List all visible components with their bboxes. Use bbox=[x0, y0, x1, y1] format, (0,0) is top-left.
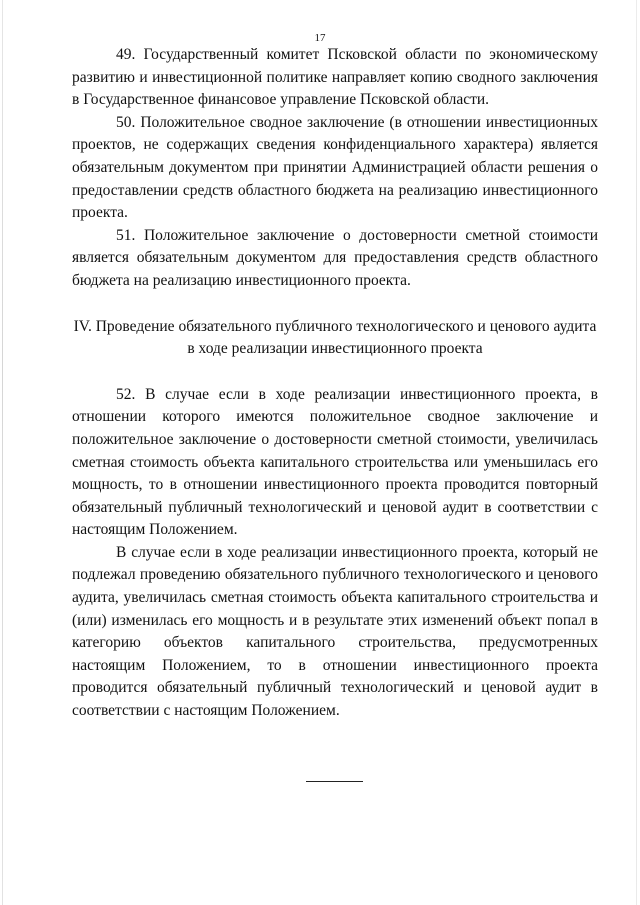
scan-edge-left bbox=[2, 0, 3, 905]
scan-edge-right bbox=[636, 0, 637, 905]
end-rule bbox=[306, 781, 363, 782]
paragraph-50: 50. Положительное сводное заключение (в отношении инвестиционных проектов, не содержащих сведения конфиденциального характера) является обязательным документом при принятии Администрацией области решения о предоставлении средств областного бюджета на реализацию инвестиционного проекта. bbox=[72, 113, 598, 222]
paragraph-52-continued: В случае если в ходе реализации инвестиционного проекта, который не подлежал проведению обязательного публичного технологического и ценового аудита, увеличилась сметная стоимость объекта капитального строительства и (или) изменилась его мощность и в результате этих изменений объект попал в категорию объектов капитального строительства, предусмотренных настоящим Положением, то в отношении инвестиционного проекта проводится обязательный публичный технологический и ценовой аудит в соответствии с настоящим Положением. bbox=[72, 543, 598, 720]
paragraph-51: 51. Положительное заключение о достоверности сметной стоимости является обязательным документом для предоставления средств областного бюджета на реализацию инвестиционного проекта. bbox=[72, 226, 598, 289]
paragraph-49: 49. Государственный комитет Псковской области по экономическому развитию и инвестиционной политике направляет копию сводного заключения в Государственное финансовое управление Псковской области. bbox=[72, 46, 598, 109]
page-number: 17 bbox=[314, 32, 326, 44]
section-heading: IV. Проведение обязательного публичного технологического и ценового аудита в ходе реализации инвестиционного проекта bbox=[73, 317, 597, 358]
paragraph-52: 52. В случае если в ходе реализации инвестиционного проекта, в отношении которого имеются положительное сводное заключение и положительное заключение о достоверности сметной стоимости, увеличилась сметная стоимость объекта капитального строительства или уменьшилась его мощность, то в отношении инвестиционного проекта проводится повторный обязательный публичный технологический и ценовой аудит в соответствии с настоящим Положением. bbox=[72, 385, 598, 539]
document-body bbox=[72, 44, 598, 723]
